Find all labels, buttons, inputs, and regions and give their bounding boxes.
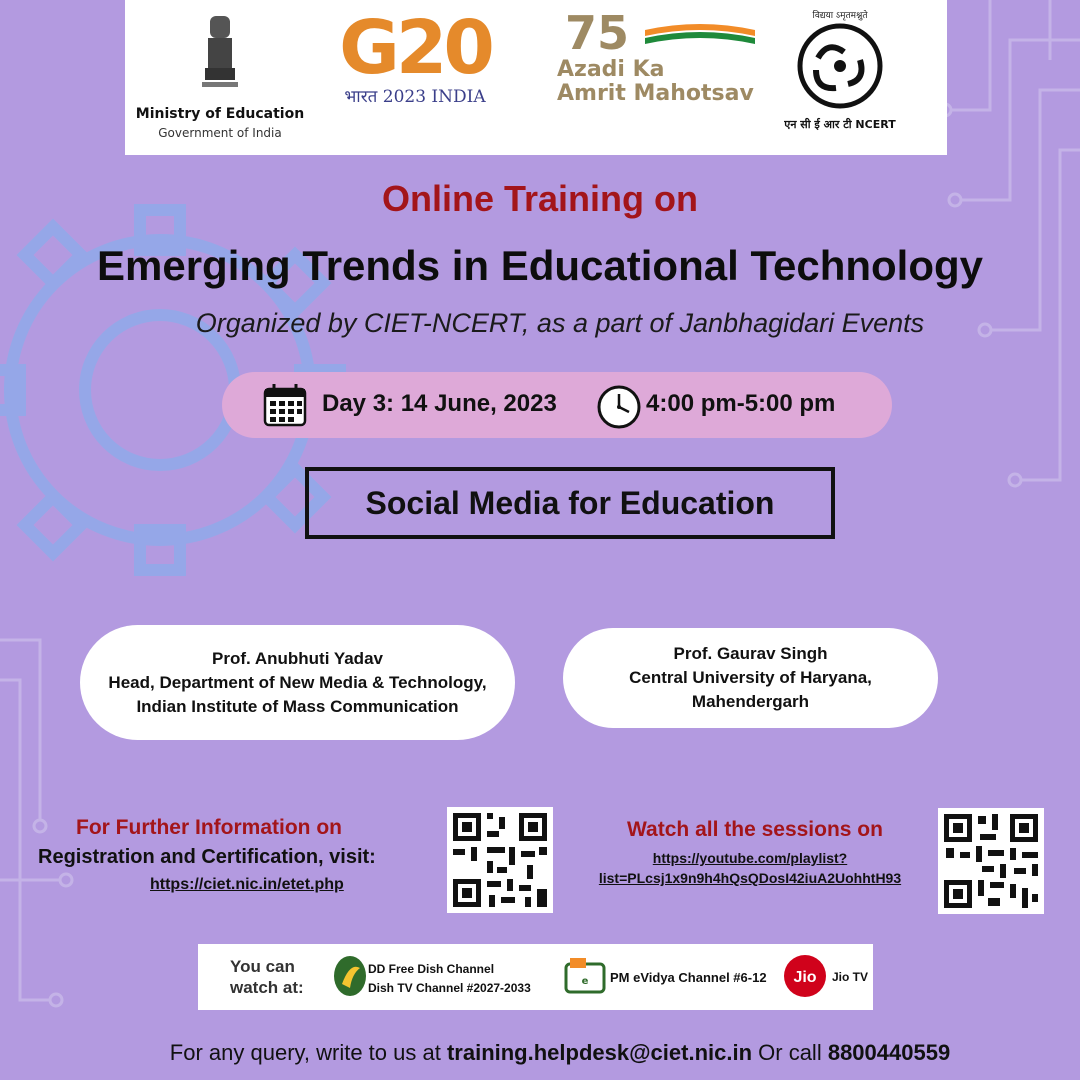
national-emblem-icon (200, 8, 240, 98)
svg-text:e: e (581, 976, 589, 987)
broadcast-channels (198, 944, 873, 1010)
jio-logo-icon (783, 954, 827, 998)
contact-footer (0, 1040, 1080, 1066)
footer-middle: Or call (752, 1040, 828, 1065)
circuit-decoration-left (0, 620, 80, 1040)
helpdesk-phone[interactable]: 8800440559 (827, 1040, 951, 1065)
registration-qr-code[interactable] (447, 807, 553, 913)
youtube-qr-code[interactable] (938, 808, 1044, 914)
g20-logo (310, 5, 520, 107)
session-topic: Social Media for Education (305, 467, 835, 539)
aam-line2: Amrit Mahotsav (557, 81, 754, 106)
speaker-card-2 (563, 628, 938, 728)
registration-heading: For Further Information on (76, 816, 342, 839)
ncert-name: एन सी ई आर टी NCERT (784, 118, 896, 131)
partner-logo-strip (125, 0, 947, 155)
organizer-text: Organized by CIET-NCERT, as a part of Janbhagidari Events (195, 308, 925, 338)
footer-prefix: For any query, write to us at (169, 1040, 447, 1065)
event-date: Day 3: 14 June, 2023 (322, 390, 557, 417)
watch-sessions (560, 818, 940, 888)
aam-number: 75 (545, 8, 765, 58)
dd-free-dish-icon (332, 954, 368, 1000)
speaker-card-1 (80, 625, 515, 740)
ministry-of-education-logo (135, 8, 305, 140)
evidya-channel-info: PM eVidya Channel #6-12 (610, 970, 767, 985)
g20-mark: G20 (339, 5, 491, 91)
moe-name: Ministry of Education (135, 106, 305, 122)
watch-heading: Watch all the sessions on (627, 818, 883, 841)
watch-at-label: You can watch at: (230, 957, 304, 997)
speaker-institution: Indian Institute of Mass Communication (136, 696, 459, 716)
moe-government: Government of India (158, 126, 282, 140)
speaker-designation: Head, Department of New Media & Technology, (108, 672, 487, 692)
schedule-pill (222, 372, 892, 438)
event-time: 4:00 pm-5:00 pm (646, 390, 836, 417)
speaker-name: Prof. Gaurav Singh (673, 644, 828, 663)
calendar-icon (262, 382, 308, 428)
helpdesk-email[interactable]: training.helpdesk@ciet.nic.in (446, 1040, 753, 1065)
ncert-motto: विद्यया ऽमृतमश्नुते (812, 11, 868, 21)
event-title: Emerging Trends in Educational Technology (97, 242, 983, 289)
svg-text:Jio: Jio (793, 969, 817, 986)
ncert-logo (780, 8, 900, 132)
tricolor-flag-icon (645, 22, 755, 52)
speaker-name: Prof. Anubhuti Yadav (212, 648, 383, 668)
jiotv-label: Jio TV (832, 970, 869, 984)
speaker-institution: Mahendergarh (691, 692, 810, 711)
speaker-designation: Central University of Haryana, (629, 668, 872, 687)
ncert-emblem-icon (795, 21, 885, 111)
youtube-playlist-link[interactable]: https://youtube.com/playlist? list=PLcsj1x9n9h4hQsQDosI42iuA2UohhtH93 (598, 850, 902, 886)
registration-text: Registration and Certification, visit: (38, 846, 376, 868)
dd-channel-info: DD Free Dish Channel Dish TV Channel #2027-2033 (368, 962, 531, 995)
clock-icon (596, 384, 642, 430)
aam-line1: Azadi Ka (557, 57, 665, 82)
registration-link[interactable]: https://ciet.nic.in/etet.php (150, 876, 344, 893)
evidya-icon (564, 956, 606, 998)
azadi-ka-amrit-mahotsav-logo (545, 8, 765, 106)
event-subtitle: Online Training on (381, 178, 698, 219)
g20-subtitle: भारत 2023 INDIA (344, 87, 486, 107)
